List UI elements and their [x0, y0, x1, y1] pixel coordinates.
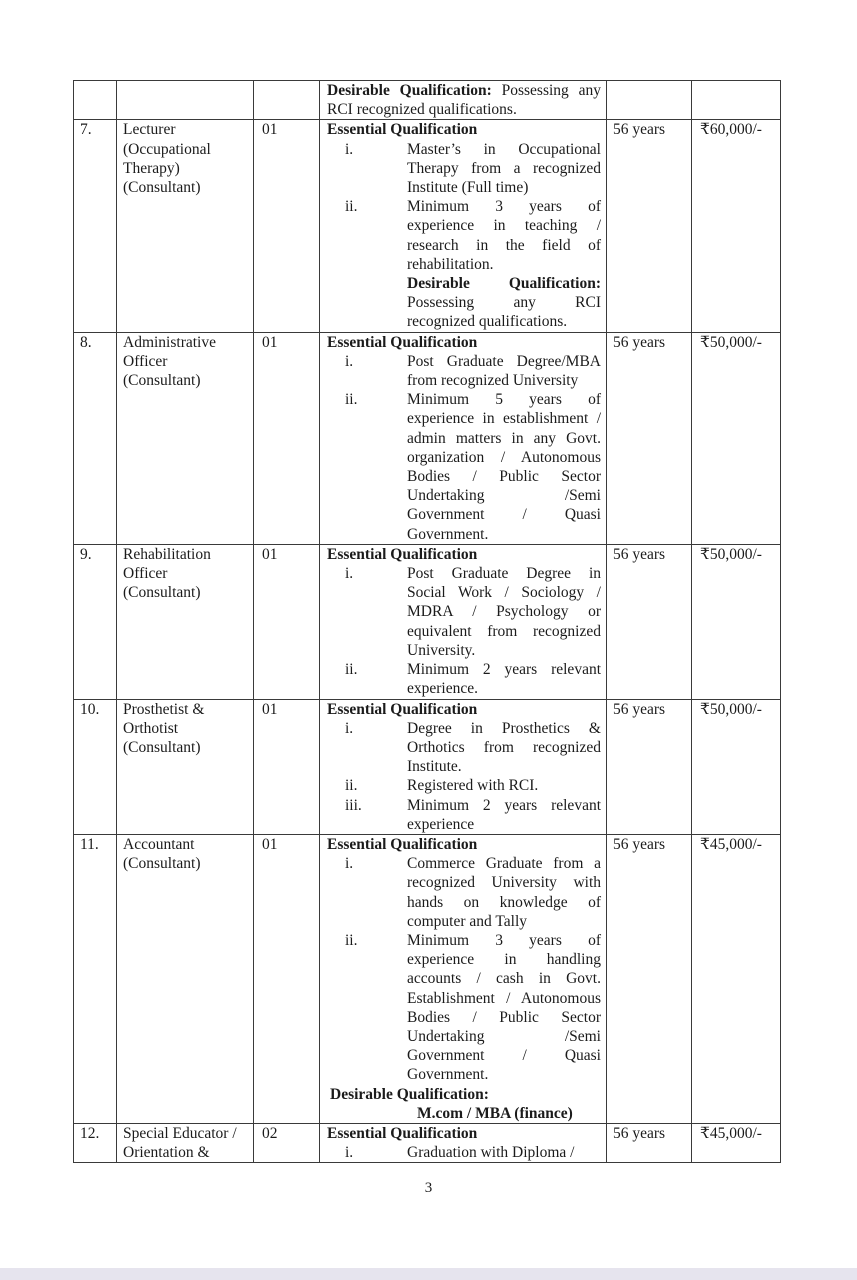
qualification-item: i. Master’s in Occupational Therapy from a recognized Institute (Full time) [345, 140, 601, 197]
table-row [74, 834, 781, 1123]
remuneration: ₹50,000/- [692, 332, 781, 544]
table-row [74, 544, 781, 699]
serial-number: 7. [74, 120, 117, 332]
qualification-item: ii. Minimum 3 years of experience in teaching / research in the field of rehabilitation. [345, 198, 601, 273]
age-limit: 56 years [607, 834, 692, 1123]
age-limit: 56 years [607, 332, 692, 544]
qualification-item: i. Commerce Graduate from a recognized University with hands on knowledge of computer and Tally [345, 855, 601, 930]
posts-count: 01 [254, 332, 320, 544]
qualification-item: i. Post Graduate Degree in Social Work / Sociology / MDRA / Psychology or equivalent from recognized University. [345, 565, 601, 659]
essential-heading: Essential Qualification [327, 545, 478, 563]
desirable-heading: Desirable Qualification: [330, 1085, 489, 1103]
remuneration: ₹50,000/- [692, 699, 781, 834]
posts-count: 01 [254, 120, 320, 332]
table-row [74, 120, 781, 332]
posts-count: 01 [254, 834, 320, 1123]
qualification-item: ii. Registered with RCI. [345, 777, 539, 795]
qualification-item: ii. Minimum 3 years of experience in handling accounts / cash in Govt. Establishment / Autonomous Bodies / Public Sector Undertaking /Semi Government / Quasi Government. [345, 931, 601, 1084]
essential-heading: Essential Qualification [327, 700, 478, 718]
post-name: Rehabilitation Officer (Consultant) [117, 544, 254, 699]
table-row [74, 81, 781, 120]
age-limit: 56 years [607, 1123, 692, 1162]
post-name: Prosthetist & Orthotist (Consultant) [117, 699, 254, 834]
desirable-qualification: Desirable Qualification: Possessing any RCI recognized qualifications. [407, 275, 601, 331]
serial-number: 8. [74, 332, 117, 544]
essential-heading: Essential Qualification [327, 835, 478, 853]
serial-number: 9. [74, 544, 117, 699]
post-name: Special Educator / Orientation & [117, 1123, 254, 1162]
qualification-item: iii. Minimum 2 years relevant experience [345, 796, 601, 833]
remuneration: ₹60,000/- [692, 120, 781, 332]
age-limit: 56 years [607, 120, 692, 332]
qualification-cell: Desirable Qualification: Possessing any RCI recognized qualifications. [320, 81, 607, 120]
essential-heading: Essential Qualification [327, 1124, 478, 1142]
serial-number: 12. [74, 1123, 117, 1162]
post-name: Administrative Officer (Consultant) [117, 332, 254, 544]
remuneration: ₹45,000/- [692, 1123, 781, 1162]
qualification-item: i. Post Graduate Degree/MBA from recognized University [345, 352, 601, 390]
qualification-cell [320, 699, 607, 834]
qualification-item: ii. Minimum 2 years relevant experience. [345, 661, 601, 698]
qualification-cell [320, 544, 607, 699]
serial-number: 10. [74, 699, 117, 834]
qualification-cell [320, 1123, 607, 1162]
table-row [74, 1123, 781, 1162]
remuneration: ₹45,000/- [692, 834, 781, 1123]
posts-table [73, 80, 781, 1163]
page-number: 3 [424, 1180, 433, 1196]
posts-count: 01 [254, 699, 320, 834]
qualification-cell [320, 120, 607, 332]
qualification-item: i. Graduation with Diploma / [345, 1144, 575, 1162]
age-limit: 56 years [607, 699, 692, 834]
desirable-text: M.com / MBA (finance) [417, 1104, 573, 1122]
serial-number: 11. [74, 834, 117, 1123]
remuneration: ₹50,000/- [692, 544, 781, 699]
age-limit: 56 years [607, 544, 692, 699]
posts-count: 02 [254, 1123, 320, 1162]
qualification-item: ii. Minimum 5 years of experience in establishment / admin matters in any Govt. organization / Autonomous Bodies / Public Sector Undertaking /Semi Government / Quasi Government. [345, 391, 601, 543]
essential-heading: Essential Qualification [327, 333, 478, 351]
qualification-cell [320, 834, 607, 1123]
table-row [74, 699, 781, 834]
post-name: Accountant (Consultant) [117, 834, 254, 1123]
essential-heading: Essential Qualification [327, 121, 478, 139]
table-row [74, 332, 781, 544]
qualification-item: i. Degree in Prosthetics & Orthotics from recognized Institute. [345, 719, 601, 776]
viewer-bottom-bar [0, 1268, 857, 1280]
posts-count: 01 [254, 544, 320, 699]
post-name: Lecturer (Occupational Therapy) (Consultant) [117, 120, 254, 332]
qualification-cell [320, 332, 607, 544]
